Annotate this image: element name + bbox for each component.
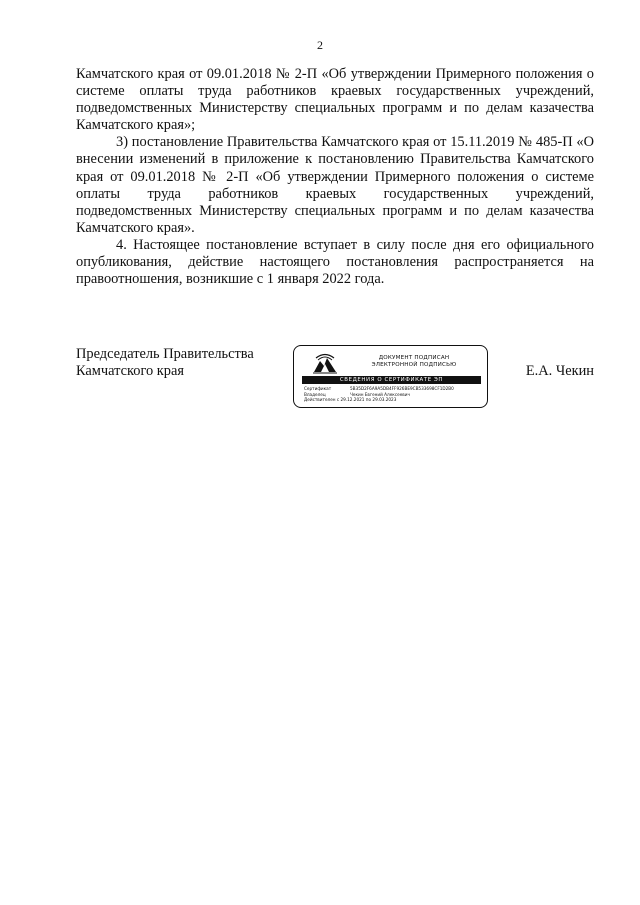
signatory-name: Е.А. Чекин: [525, 363, 594, 379]
stamp-row-key: Действителен с 29.12.2021 по 29.03.2023: [304, 397, 397, 402]
paragraph-continuation: Камчатского края от 09.01.2018 № 2-П «Об утверждении Примерного положения о системе оплаты труда работников краевых государственных учреждений, подведомственных Министерству специальных программ и по делам казачества Камчатского края»;: [76, 66, 594, 134]
page-number: 2: [317, 38, 323, 52]
stamp-row-key: Сертификат: [304, 386, 332, 391]
electronic-signature-stamp: [293, 345, 488, 408]
paragraph-item-3: 3) постановление Правительства Камчатского края от 15.11.2019 № 485-П «О внесении изменений в приложение к постановлению Правительства Камчатского края от 09.01.2018 № 2-П «Об утверждении Примерного положения о системе оплаты труда работников краевых государственных учреждений, подведомственных Министерству специальных программ и по делам казачества Камчатского края».: [76, 134, 594, 236]
stamp-row-validity: [304, 397, 482, 402]
paragraph-item-4: 4. Настоящее постановление вступает в силу после дня его официального опубликования, действие настоящего постановления распространяется на правоотношения, возникшие с 1 января 2022 года.: [76, 236, 594, 288]
signatory-title-line1: Председатель Правительства: [76, 346, 254, 362]
signatory-title: [76, 346, 254, 380]
signatory-title-line2: Камчатского края: [76, 363, 184, 379]
document-body: [76, 66, 594, 288]
stamp-row-key: Владелец: [304, 391, 326, 397]
stamp-heading-line1: ДОКУМЕНТ ПОДПИСАН: [378, 355, 450, 361]
stamp-heading-line2: ЭЛЕКТРОННОЙ ПОДПИСЬЮ: [371, 362, 457, 368]
stamp-row-value: Чекин Евгений Алексеевич: [350, 391, 410, 397]
stamp-heading: [346, 355, 482, 369]
stamp-certificate-band: СВЕДЕНИЯ О СЕРТИФИКАТЕ ЭП: [302, 376, 481, 384]
coat-of-arms-icon: [312, 352, 338, 374]
stamp-row-value: 5B35D2F6A9A5DB4FF926BE9CB533698CF1D2B0: [350, 386, 454, 391]
